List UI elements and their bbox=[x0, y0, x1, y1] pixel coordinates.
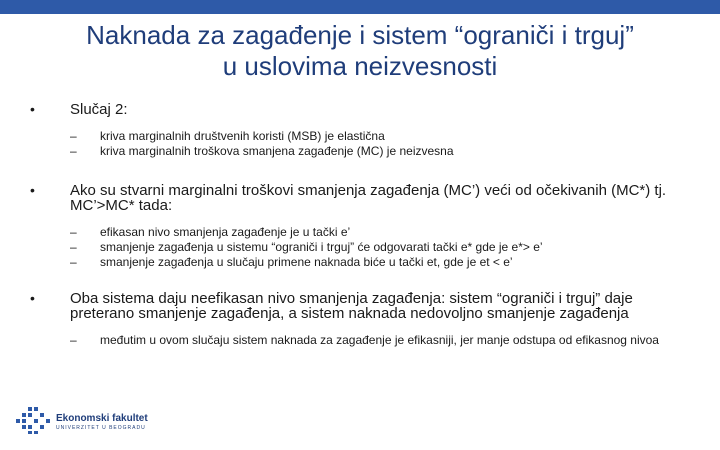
sub-item: – smanjenje zagađenja u sistemu “ograniči i trguj” će odgovarati tački e* gde je e*> e’ bbox=[70, 241, 690, 254]
sub-item: – kriva marginalnih troškova smanjena zagađenje (MC) je neizvesna bbox=[70, 145, 690, 158]
sub-list bbox=[70, 130, 690, 158]
slide-title bbox=[20, 20, 700, 82]
sub-item: – smanjenje zagađenja u slučaju primene naknada biće u tački et, gde je et < e’ bbox=[70, 256, 690, 269]
bullet-both-systems bbox=[30, 291, 690, 347]
logo-dots-icon bbox=[14, 405, 52, 435]
slide-content bbox=[30, 102, 690, 347]
slide-title-line-1: Naknada za zagađenje i sistem “ograniči i trguj” bbox=[86, 20, 634, 50]
slide-title-line-2: u uslovima neizvesnosti bbox=[222, 51, 498, 81]
sub-item: – kriva marginalnih društvenih koristi (MSB) je elastična bbox=[70, 130, 690, 143]
sub-list bbox=[70, 226, 690, 269]
faculty-logo bbox=[14, 405, 184, 435]
logo-subtitle: UNIVERZITET U BEOGRADU bbox=[56, 425, 146, 431]
bullet-actual-costs bbox=[30, 183, 690, 269]
sub-item: – međutim u ovom slučaju sistem naknada za zagađenje je efikasniji, jer manje odstupa od efikasnog nivoa bbox=[70, 334, 690, 347]
bullet-text: • Oba sistema daju neefikasan nivo smanjenja zagađenja: sistem “ograniči i trguj” daje preterano smanjenje zagađenja, a sistem naknada nedovoljno smanjenje zagađenja bbox=[70, 290, 633, 322]
top-accent-bar bbox=[0, 0, 720, 14]
logo-name: Ekonomski fakultet bbox=[56, 413, 148, 424]
bullet-case-2 bbox=[30, 102, 690, 158]
bullet-text: • Ako su stvarni marginalni troškovi smanjenja zagađenja (MC’) veći od očekivanih (MC*) tj. MC’>MC* tada: bbox=[70, 182, 667, 214]
sub-item: – efikasan nivo smanjenja zagađenje je u tački e’ bbox=[70, 226, 690, 239]
bullet-text: • Slučaj 2: bbox=[70, 101, 128, 118]
sub-list bbox=[70, 334, 690, 347]
